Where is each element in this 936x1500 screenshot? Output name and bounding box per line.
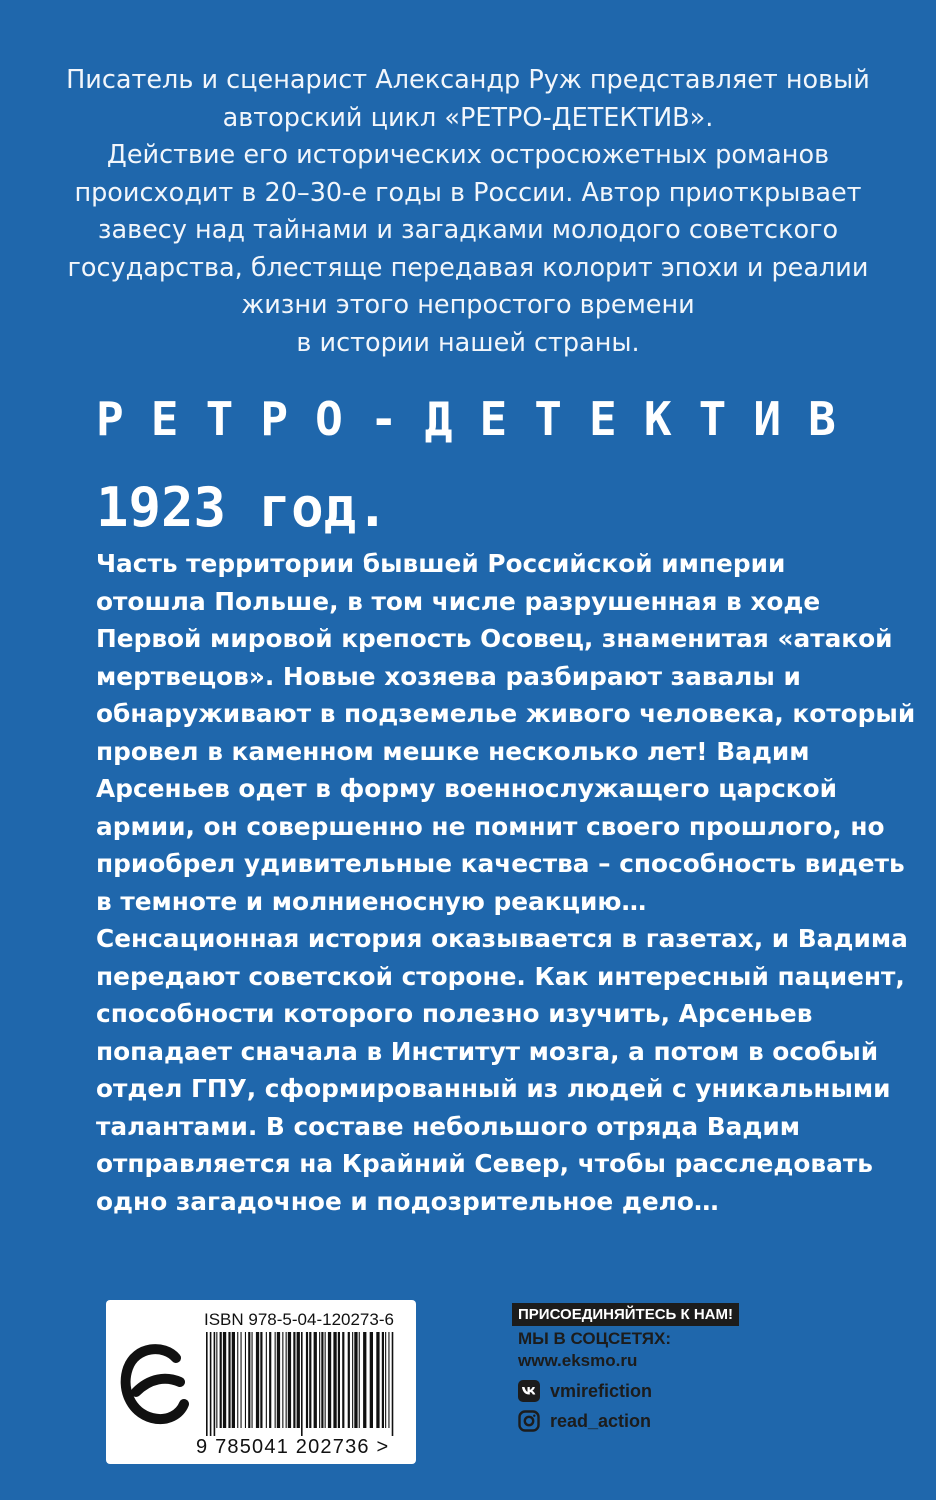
- series-letter: О: [315, 392, 343, 446]
- annotation-line: попадает сначала в Институт мозга, а потом в особый: [96, 1036, 879, 1066]
- vk-icon: [518, 1380, 540, 1402]
- annotation-line: в темноте и молниеносную реакцию…: [96, 886, 647, 916]
- barcode-digits: 9 785041 202736 >: [196, 1436, 390, 1458]
- series-title: [96, 392, 836, 446]
- annotation-line: Часть территории бывшей Российской империи: [96, 549, 786, 578]
- annotation-line: приобрел удивительные качества – способность видеть: [96, 849, 905, 878]
- annotation-line: обнаруживают в подземелье живого человека, который: [96, 699, 916, 728]
- series-letter: -: [369, 392, 398, 446]
- barcode: [204, 1332, 400, 1436]
- series-letter: Р: [260, 392, 289, 446]
- annotation-line: одно загадочное и подозрительное дело…: [96, 1186, 719, 1216]
- isbn-block: [106, 1300, 416, 1464]
- intro-paragraph: [60, 62, 876, 362]
- year-heading: 1923 год.: [96, 476, 389, 539]
- series-letter: И: [753, 392, 782, 446]
- series-letter: Р: [96, 392, 124, 446]
- series-letter: Т: [205, 392, 234, 446]
- series-letter: Е: [150, 392, 179, 446]
- annotation-line: отошла Польше, в том числе разрушенная в ходе: [96, 586, 821, 616]
- vk-link[interactable]: [518, 1378, 652, 1404]
- series-letter: Е: [589, 392, 617, 446]
- instagram-handle: read_action: [550, 1410, 652, 1431]
- intro-line: жизни этого непростого времени: [241, 290, 695, 320]
- isbn-number: ISBN 978-5-04-120273-6: [204, 1310, 394, 1329]
- social-title: МЫ В СОЦСЕТЯХ:: [518, 1329, 672, 1348]
- annotation-line: мертвецов». Новые хозяева разбирают завалы и: [96, 661, 801, 691]
- intro-line: авторский цикл «РЕТРО-ДЕТЕКТИВ».: [222, 102, 714, 133]
- annotation-line: талантами. В составе небольшого отряда Вадим: [96, 1111, 801, 1141]
- website-link[interactable]: www.eksmo.ru: [518, 1351, 638, 1370]
- eksmo-logo-icon: [116, 1338, 190, 1426]
- annotation-text: [96, 545, 916, 1220]
- instagram-icon: [518, 1410, 540, 1432]
- series-letter: В: [808, 392, 836, 446]
- annotation-line: способности которого полезно изучить, Арсеньев: [96, 999, 813, 1028]
- join-us-label: ПРИСОЕДИНЯЙТЕСЬ К НАМ!: [512, 1303, 739, 1326]
- annotation-line: передают советской стороне. Как интересный пациент,: [96, 961, 905, 991]
- annotation-line: армии, он совершенно не помнит своего прошлого, но: [96, 811, 885, 841]
- annotation-line: Арсеньев одет в форму военнослужащего царской: [96, 774, 838, 803]
- annotation-line: отдел ГПУ, сформированный из людей с уникальными: [96, 1074, 891, 1103]
- intro-line: Писатель и сценарист Александр Руж представляет новый: [66, 65, 870, 95]
- series-letter: Д: [424, 392, 453, 446]
- annotation-line: Сенсационная история оказывается в газетах, и Вадима: [96, 924, 908, 953]
- annotation-line: провел в каменном мешке несколько лет! Вадим: [96, 736, 810, 766]
- series-letter: Е: [479, 392, 508, 446]
- intro-line: происходит в 20–30-е годы в России. Автор приоткрывает: [74, 177, 862, 208]
- intro-line: Действие его исторических остросюжетных романов: [106, 140, 830, 170]
- series-letter: Т: [534, 392, 562, 446]
- intro-line: завесу над тайнами и загадками молодого советского: [97, 215, 839, 245]
- annotation-line: отправляется на Крайний Север, чтобы расследовать: [96, 1149, 873, 1178]
- intro-line: в истории нашей страны.: [296, 327, 640, 358]
- series-letter: Т: [698, 392, 727, 446]
- intro-line: государства, блестяще передавая колорит эпохи и реалии: [67, 252, 869, 283]
- series-letter: К: [643, 392, 672, 446]
- instagram-link[interactable]: [518, 1408, 651, 1434]
- vk-handle: vmirefiction: [550, 1380, 653, 1401]
- annotation-line: Первой мировой крепость Осовец, знаменитая «атакой: [96, 624, 893, 653]
